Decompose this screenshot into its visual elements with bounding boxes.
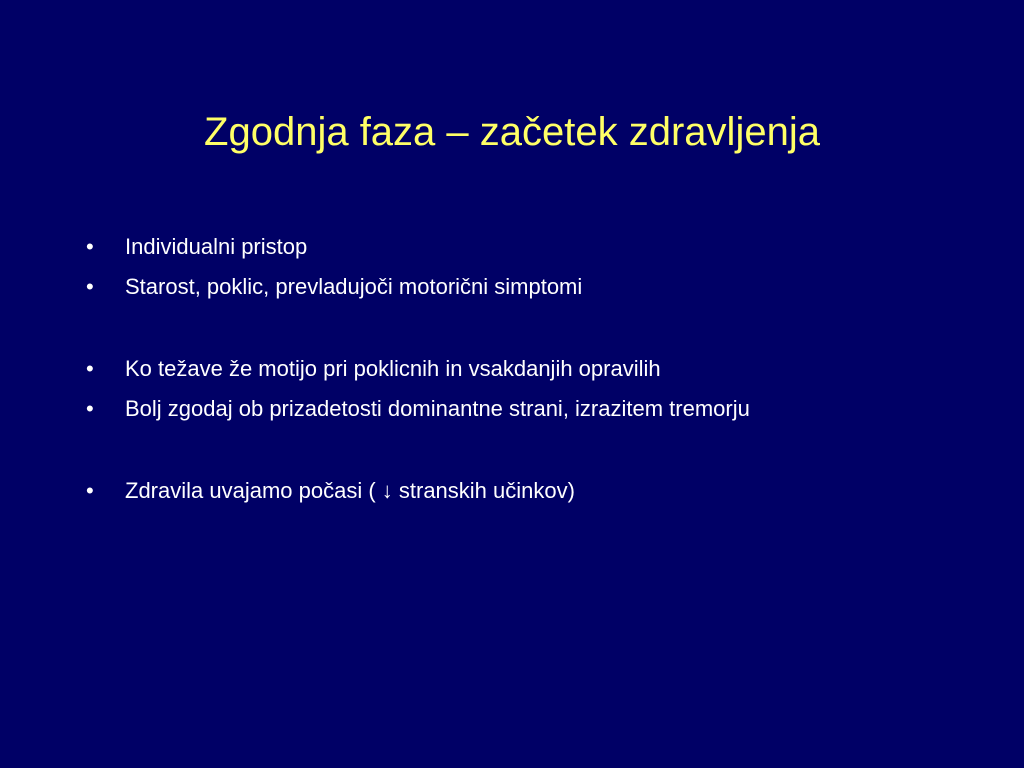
bullet-item xyxy=(86,267,986,307)
bullet-marker: • xyxy=(86,396,94,421)
slide-title: Zgodnja faza – začetek zdravljenja xyxy=(204,110,820,154)
bullet-item xyxy=(86,227,986,267)
bullet-text: Zdravila uvajamo počasi ( ↓ stranskih učinkov) xyxy=(125,478,575,503)
bullet-marker: • xyxy=(86,478,94,503)
bullet-text: Bolj zgodaj ob prizadetosti dominantne strani, izrazitem tremorju xyxy=(125,396,750,421)
bullet-item xyxy=(86,349,986,389)
bullet-text: Starost, poklic, prevladujoči motorični simptomi xyxy=(125,274,583,299)
bullet-marker: • xyxy=(86,274,94,299)
bullet-marker: • xyxy=(86,356,94,381)
bullet-item xyxy=(86,471,986,511)
bullet-list xyxy=(86,227,986,511)
bullet-item xyxy=(86,389,986,429)
bullet-text: Ko težave že motijo pri poklicnih in vsakdanjih opravilih xyxy=(125,356,661,381)
bullet-marker: • xyxy=(86,234,94,259)
bullet-text: Individualni pristop xyxy=(125,234,308,259)
